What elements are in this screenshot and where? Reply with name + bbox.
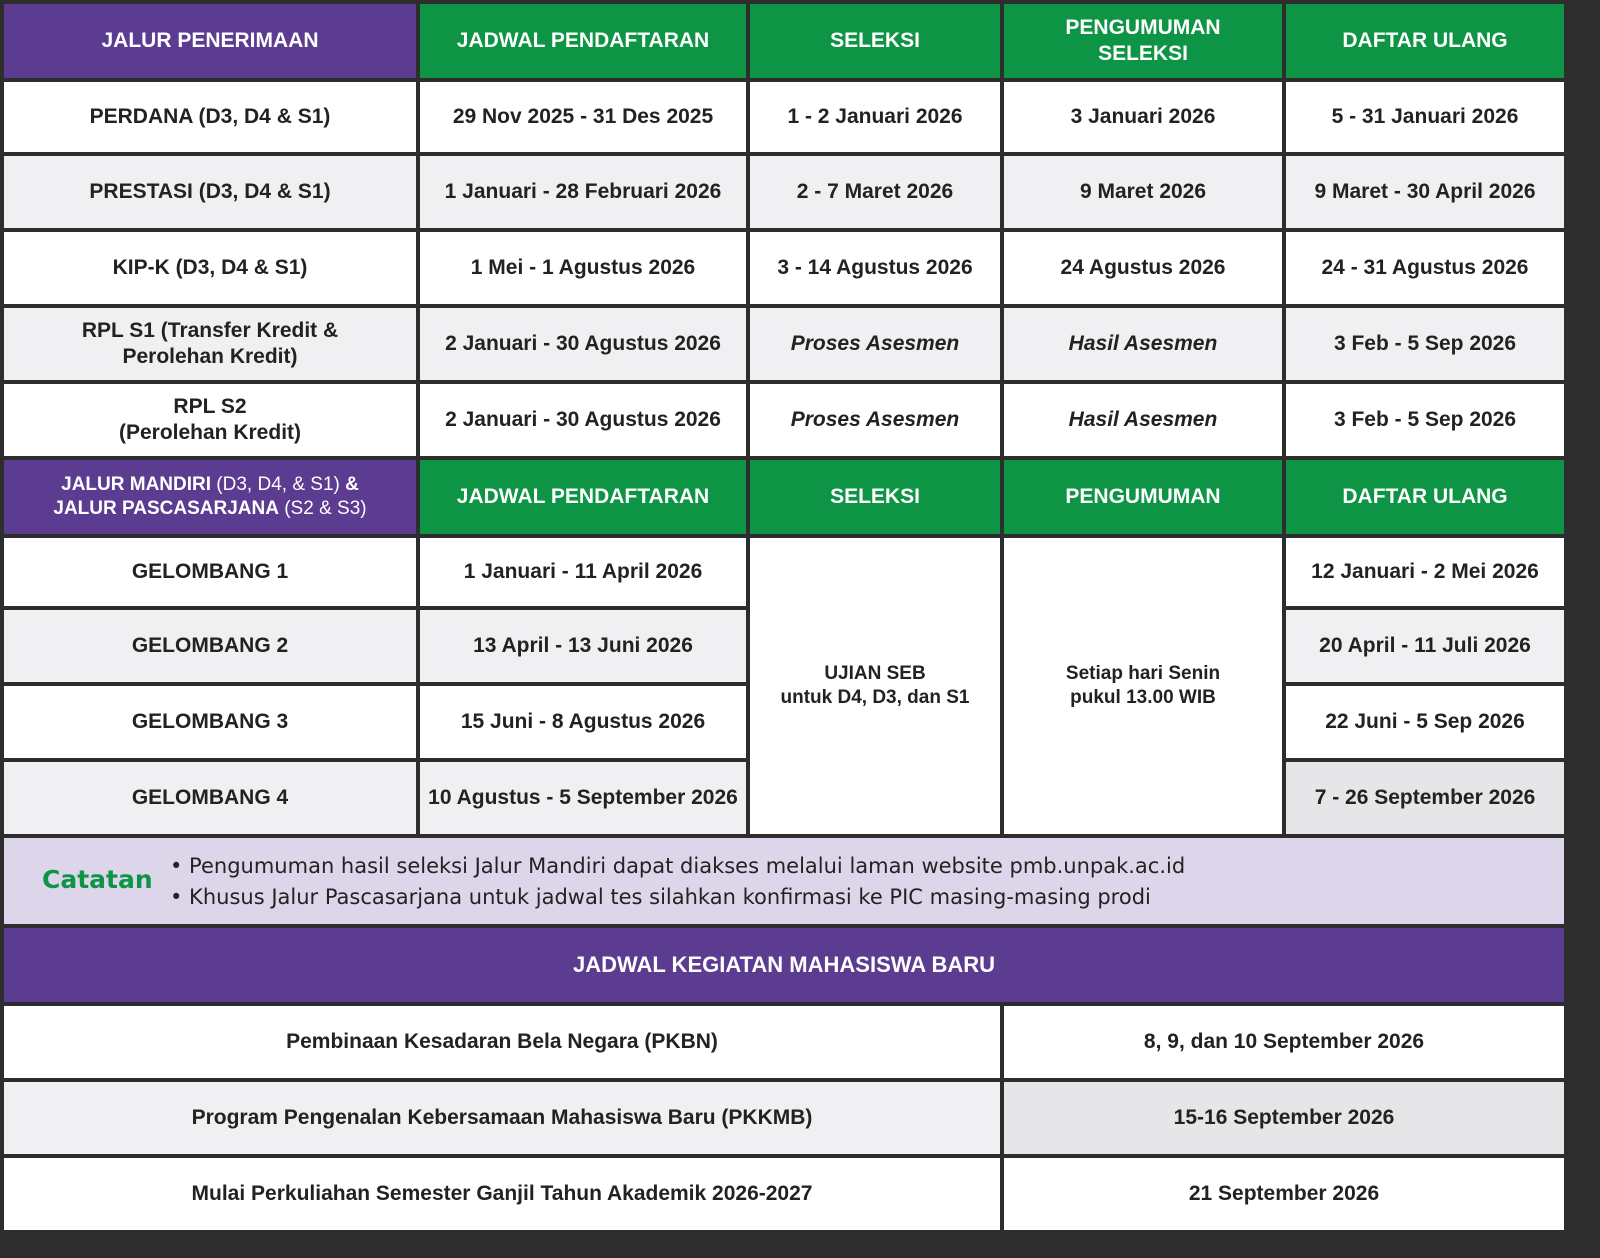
row-gelombang-4-label: GELOMBANG 4 (4, 762, 416, 834)
row-rpl-s2-pendaftaran: 2 Januari - 30 Agustus 2026 (420, 384, 746, 456)
header-seleksi: SELEKSI (750, 4, 1000, 78)
kegiatan-row-3-name: Mulai Perkuliahan Semester Ganjil Tahun Akademik 2026-2027 (4, 1158, 1000, 1230)
row-perdana-seleksi: 1 - 2 Januari 2026 (750, 82, 1000, 152)
row-gelombang-1-label: GELOMBANG 1 (4, 538, 416, 606)
kegiatan-title: JADWAL KEGIATAN MAHASISWA BARU (4, 928, 1564, 1002)
row-rpl-s2-jalur-line1: RPL S2 (173, 395, 247, 418)
row-rpl-s2-daftar-ulang: 3 Feb - 5 Sep 2026 (1286, 384, 1564, 456)
row-rpl-s2-jalur (4, 384, 416, 456)
mandiri-pengumuman-merged (1004, 538, 1282, 834)
row-rpl-s1-pendaftaran: 2 Januari - 30 Agustus 2026 (420, 308, 746, 380)
row-rpl-s1-jalur-line1: RPL S1 (Transfer Kredit & (81, 319, 339, 342)
row-gelombang-3-daftar-ulang: 22 Juni - 5 Sep 2026 (1286, 686, 1564, 758)
row-gelombang-1-daftar-ulang: 12 Januari - 2 Mei 2026 (1286, 538, 1564, 606)
row-perdana-jalur: PERDANA (D3, D4 & S1) (4, 82, 416, 152)
mandiri-pengumuman-line1: Setiap hari Senin (1065, 663, 1221, 684)
header-jalur-pascasarjana-title: JALUR PASCASARJANA (53, 498, 279, 519)
catatan-line-2: • Khusus Jalur Pascasarjana untuk jadwal tes silahkan konfirmasi ke PIC masing-masing prodi (170, 885, 1151, 909)
header-jalur-mandiri-title: JALUR MANDIRI (61, 474, 212, 495)
row-kipk-pendaftaran: 1 Mei - 1 Agustus 2026 (420, 232, 746, 304)
header-jalur-pascasarjana-scope: (S2 & S3) (278, 498, 367, 519)
row-rpl-s1-pengumuman: Hasil Asesmen (1004, 308, 1282, 380)
mandiri-pengumuman-line2: pukul 13.00 WIB (1070, 687, 1216, 708)
row-perdana-daftar-ulang: 5 - 31 Januari 2026 (1286, 82, 1564, 152)
header-jalur-mandiri-line2 (53, 497, 366, 521)
header-pengumuman-seleksi: PENGUMUMAN SELEKSI (1004, 4, 1282, 78)
row-gelombang-4-pendaftaran: 10 Agustus - 5 September 2026 (420, 762, 746, 834)
row-kipk-pengumuman: 24 Agustus 2026 (1004, 232, 1282, 304)
row-gelombang-1-pendaftaran: 1 Januari - 11 April 2026 (420, 538, 746, 606)
row-gelombang-2-daftar-ulang: 20 April - 11 Juli 2026 (1286, 610, 1564, 682)
header-jalur-mandiri-scope: (D3, D4, & S1) (211, 474, 346, 495)
row-gelombang-4-daftar-ulang: 7 - 26 September 2026 (1286, 762, 1564, 834)
row-kipk-jalur: KIP-K (D3, D4 & S1) (4, 232, 416, 304)
row-perdana-pendaftaran: 29 Nov 2025 - 31 Des 2025 (420, 82, 746, 152)
row-kipk-daftar-ulang: 24 - 31 Agustus 2026 (1286, 232, 1564, 304)
row-rpl-s2-pengumuman: Hasil Asesmen (1004, 384, 1282, 456)
catatan-box (4, 838, 1564, 924)
row-rpl-s1-seleksi: Proses Asesmen (750, 308, 1000, 380)
mandiri-seleksi-line2: untuk D4, D3, dan S1 (780, 687, 970, 708)
header2-jadwal-pendaftaran: JADWAL PENDAFTARAN (420, 460, 746, 534)
mandiri-seleksi-line1: UJIAN SEB (824, 663, 926, 684)
row-rpl-s1-daftar-ulang: 3 Feb - 5 Sep 2026 (1286, 308, 1564, 380)
row-kipk-seleksi: 3 - 14 Agustus 2026 (750, 232, 1000, 304)
header-jadwal-pendaftaran: JADWAL PENDAFTARAN (420, 4, 746, 78)
row-rpl-s2-seleksi: Proses Asesmen (750, 384, 1000, 456)
row-rpl-s1-jalur (4, 308, 416, 380)
row-prestasi-pengumuman: 9 Maret 2026 (1004, 156, 1282, 228)
kegiatan-row-1-name: Pembinaan Kesadaran Bela Negara (PKBN) (4, 1006, 1000, 1078)
row-prestasi-jalur: PRESTASI (D3, D4 & S1) (4, 156, 416, 228)
header-jalur-mandiri-line1 (61, 473, 359, 497)
row-perdana-pengumuman: 3 Januari 2026 (1004, 82, 1282, 152)
row-prestasi-pendaftaran: 1 Januari - 28 Februari 2026 (420, 156, 746, 228)
header2-daftar-ulang: DAFTAR ULANG (1286, 460, 1564, 534)
mandiri-seleksi-merged (750, 538, 1000, 834)
row-gelombang-2-label: GELOMBANG 2 (4, 610, 416, 682)
kegiatan-row-3-date: 21 September 2026 (1004, 1158, 1564, 1230)
catatan-line-1: • Pengumuman hasil seleksi Jalur Mandiri dapat diakses melalui laman website pmb.unpak.ac.id (170, 854, 1186, 878)
header2-seleksi: SELEKSI (750, 460, 1000, 534)
row-prestasi-daftar-ulang: 9 Maret - 30 April 2026 (1286, 156, 1564, 228)
row-rpl-s1-jalur-line2: Perolehan Kredit) (122, 345, 298, 368)
header-jalur-mandiri (4, 460, 416, 534)
kegiatan-row-1-date: 8, 9, dan 10 September 2026 (1004, 1006, 1564, 1078)
catatan-label: Catatan (42, 865, 153, 894)
row-gelombang-3-label: GELOMBANG 3 (4, 686, 416, 758)
header-jalur-mandiri-amp: & (345, 474, 359, 495)
row-gelombang-3-pendaftaran: 15 Juni - 8 Agustus 2026 (420, 686, 746, 758)
kegiatan-row-2-name: Program Pengenalan Kebersamaan Mahasiswa Baru (PKKMB) (4, 1082, 1000, 1154)
row-prestasi-seleksi: 2 - 7 Maret 2026 (750, 156, 1000, 228)
header2-pengumuman: PENGUMUMAN (1004, 460, 1282, 534)
kegiatan-row-2-date: 15-16 September 2026 (1004, 1082, 1564, 1154)
header-jalur-penerimaan: JALUR PENERIMAAN (4, 4, 416, 78)
header-daftar-ulang: DAFTAR ULANG (1286, 4, 1564, 78)
row-rpl-s2-jalur-line2: (Perolehan Kredit) (118, 421, 302, 444)
row-gelombang-2-pendaftaran: 13 April - 13 Juni 2026 (420, 610, 746, 682)
